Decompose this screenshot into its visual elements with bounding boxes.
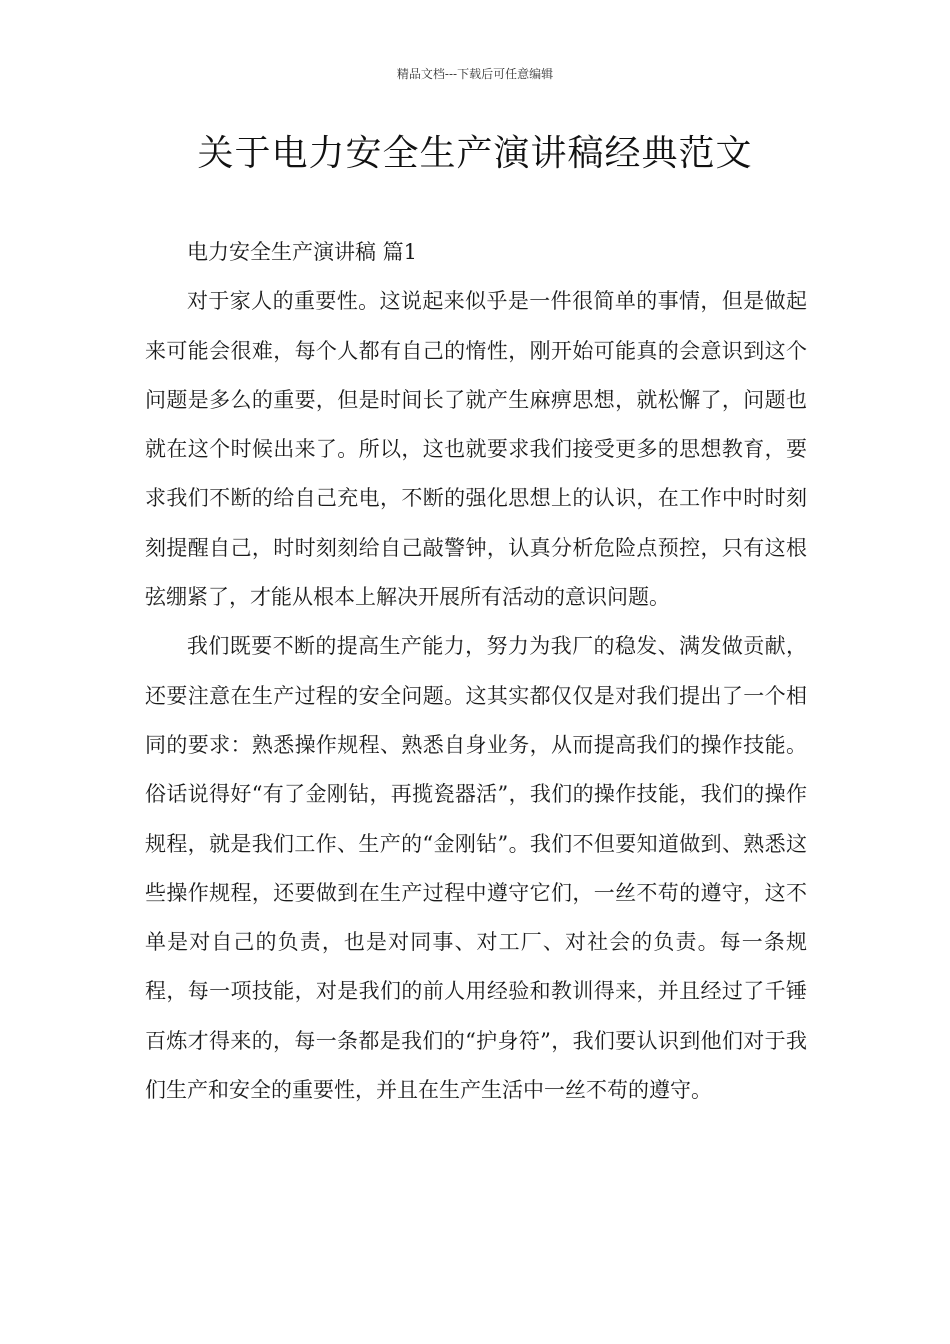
body-paragraph: 我们既要不断的提高生产能力，努力为我厂的稳发、满发做贡献，还要注意在生产过程的安全问题。这其实都仅仅是对我们提出了一个相同的要求：熟悉操作规程、熟悉自身业务，从而提高我们的操作技能。俗话说得好“有了金刚钻，再揽瓷器活”，我们的操作技能，我们的操作规程，就是我们工作、生产的“金刚钻”。我们不但要知道做到、熟悉这些操作规程，还要做到在生产过程中遵守它们，一丝不苟的遵守，这不单是对自己的负责，也是对同事、对工厂、对社会的负责。每一条规程，每一项技能，对是我们的前人用经验和教训得来，并且经过了千锤百炼才得来的，每一条都是我们的“护身符”，我们要认识到他们对于我们生产和安全的重要性，并且在生产生活中一丝不苟的遵守。 xyxy=(145,634,807,1103)
body-paragraph: 对于家人的重要性。这说起来似乎是一件很简单的事情，但是做起来可能会很难，每个人都有自己的惰性，刚开始可能真的会意识到这个问题是多么的重要，但是时间长了就产生麻痹思想，就松懈了，问题也就在这个时候出来了。所以，这也就要求我们接受更多的思想教育，要求我们不断的给自己充电，不断的强化思想上的认识，在工作中时时刻刻提醒自己，时时刻刻给自己敲警钟，认真分析危险点预控，只有这根弦绷紧了，才能从根本上解决开展所有活动的意识问题。 xyxy=(145,289,807,610)
section-heading: 电力安全生产演讲稿 篇1 xyxy=(187,240,418,264)
running-header: 精品文档---下载后可任意编辑 xyxy=(396,67,554,81)
document-title: 关于电力安全生产演讲稿经典范文 xyxy=(197,133,753,174)
document-body xyxy=(145,228,807,1115)
